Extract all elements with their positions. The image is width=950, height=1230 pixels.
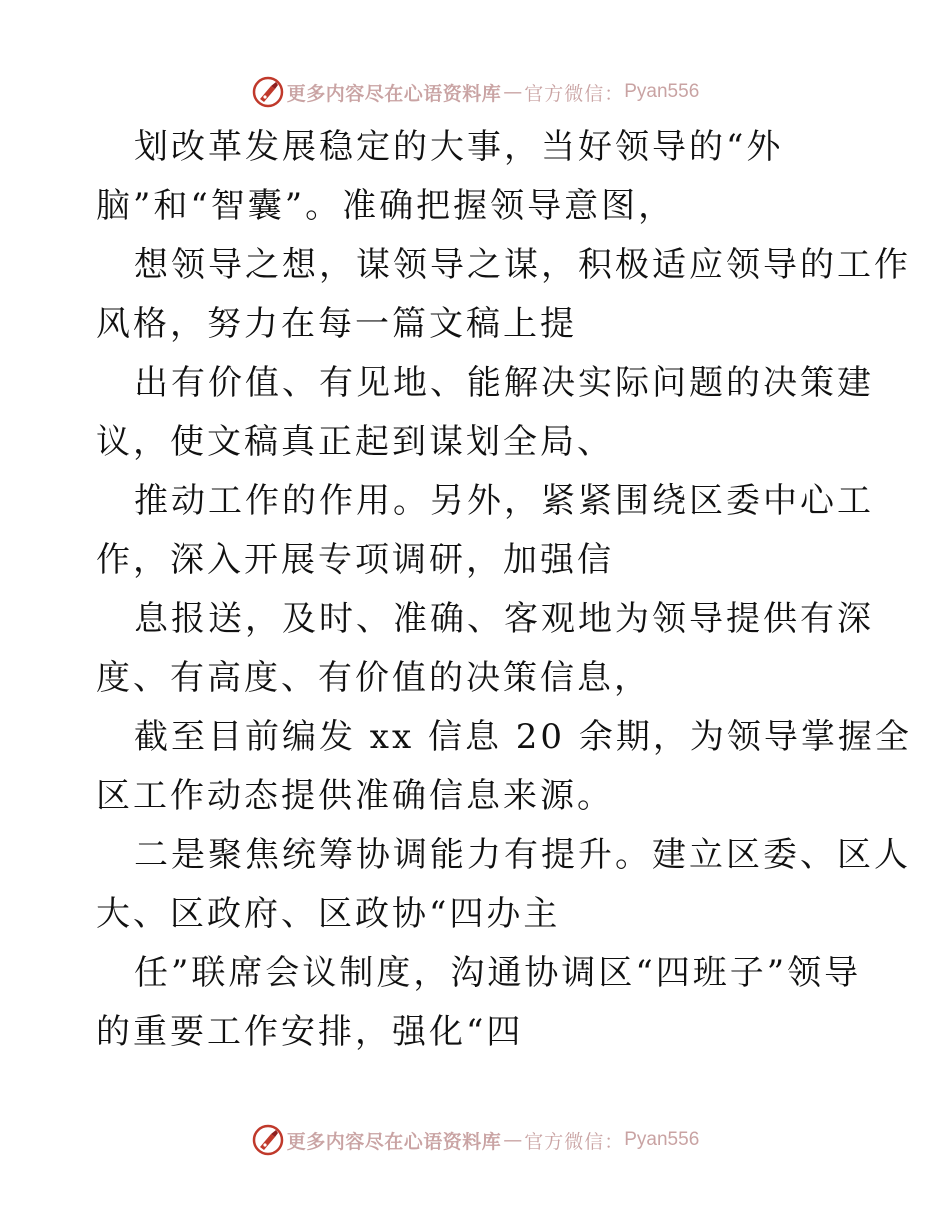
body-line: 大、区政府、区政协“四办主 bbox=[96, 894, 561, 934]
banner-brand-text: 更多内容尽在心语资料库 bbox=[286, 1130, 502, 1153]
banner-wechat-label: 官方微信： bbox=[524, 82, 625, 105]
banner-wechat-account: Pyan556 bbox=[624, 81, 700, 102]
body-line: 划改革发展稳定的大事，当好领导的“外 bbox=[134, 127, 784, 167]
banner-wechat-label: 官方微信： bbox=[524, 1130, 625, 1153]
pen-nib-logo-icon bbox=[251, 75, 285, 109]
body-line: 出有价值、有见地、能解决实际问题的决策建 bbox=[134, 363, 874, 403]
document-body bbox=[96, 118, 912, 1062]
body-line: 息报送，及时、准确、客观地为领导提供有深 bbox=[134, 599, 874, 639]
body-line: 区工作动态提供准确信息来源。 bbox=[96, 776, 614, 816]
header-watermark-banner bbox=[0, 72, 950, 112]
body-line: 作，深入开展专项调研，加强信 bbox=[96, 540, 614, 580]
banner-dash: — bbox=[503, 1129, 523, 1151]
pen-nib-logo-icon bbox=[251, 1123, 285, 1157]
banner-brand-text: 更多内容尽在心语资料库 bbox=[286, 82, 502, 105]
footer-watermark-banner bbox=[0, 1120, 950, 1160]
body-line: 风格，努力在每一篇文稿上提 bbox=[96, 304, 577, 344]
body-line: 截至目前编发 xx 信息 20 余期，为领导掌握全 bbox=[134, 717, 912, 757]
body-line: 想领导之想，谋领导之谋，积极适应领导的工作 bbox=[134, 245, 911, 285]
body-line: 推动工作的作用。另外，紧紧围绕区委中心工 bbox=[134, 481, 874, 521]
body-line: 度、有高度、有价值的决策信息， bbox=[96, 658, 651, 698]
body-line: 脑”和“智囊”。准确把握领导意图， bbox=[96, 186, 676, 226]
body-line: 的重要工作安排，强化“四 bbox=[96, 1012, 524, 1052]
body-line: 议，使文稿真正起到谋划全局、 bbox=[96, 422, 614, 462]
banner-dash: — bbox=[503, 81, 523, 103]
body-line: 二是聚焦统筹协调能力有提升。建立区委、区人 bbox=[134, 835, 911, 875]
banner-wechat-account: Pyan556 bbox=[624, 1129, 700, 1150]
body-line: 任”联席会议制度，沟通协调区“四班子”领导 bbox=[134, 953, 862, 993]
